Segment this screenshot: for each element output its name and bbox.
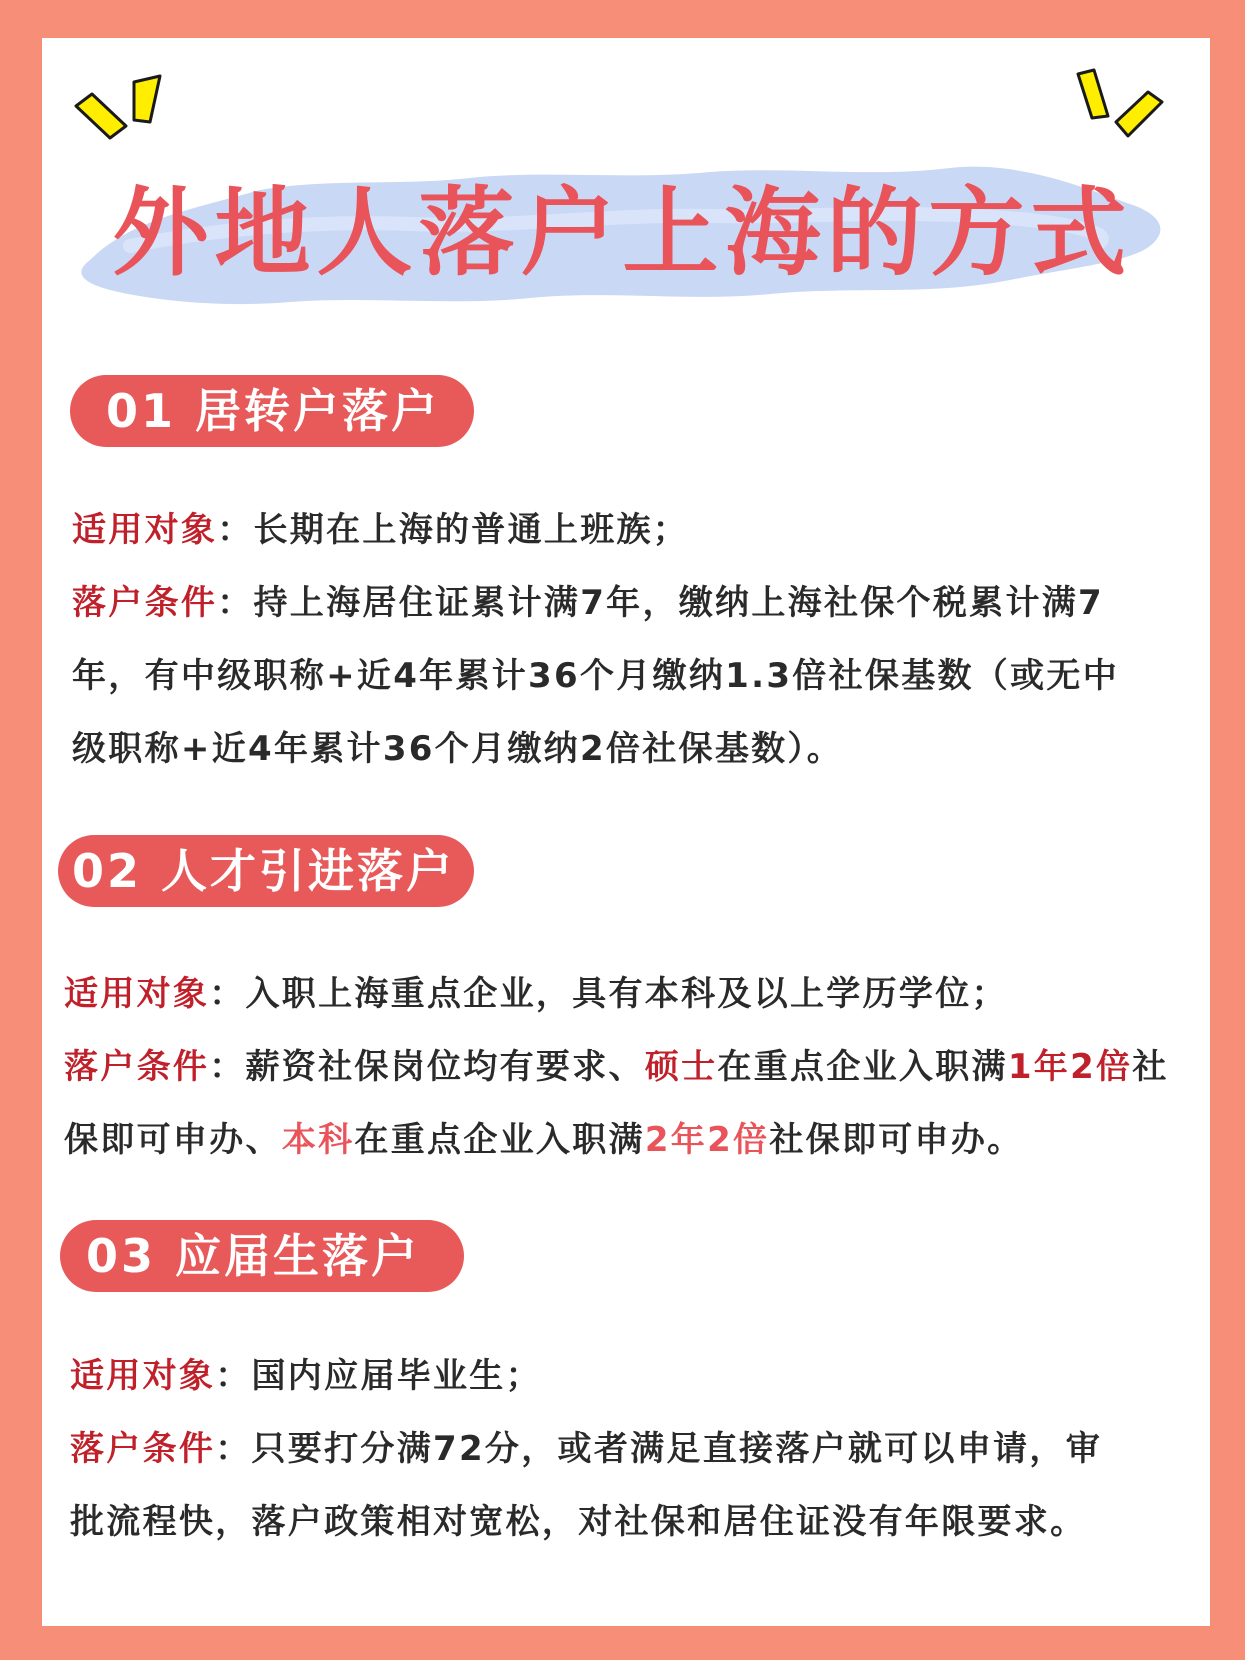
condition-line: 批流程快，落户政策相对宽松，对社保和居住证没有年限要求。 — [70, 1502, 1087, 1542]
spark-icon-right — [1072, 66, 1172, 146]
condition-label: 落户条件 — [70, 1429, 216, 1469]
condition-line — [72, 567, 1202, 640]
target-line — [64, 958, 1204, 1031]
target-text: ：长期在上海的普通上班族； — [217, 510, 690, 550]
section-heading-03: 03 应届生落户 — [60, 1220, 464, 1292]
target-label: 适用对象 — [64, 974, 210, 1014]
condition-text: 在重点企业入职满 — [354, 1120, 645, 1160]
target-line — [72, 494, 1202, 567]
condition-text: 在重点企业入职满 — [717, 1047, 1008, 1087]
highlight-master: 硕士 — [644, 1047, 718, 1087]
condition-label: 落户条件 — [72, 583, 218, 623]
highlight-bachelor: 本科 — [281, 1120, 355, 1160]
section-body-01 — [72, 494, 1202, 786]
title-area — [0, 150, 1245, 320]
page-title: 外地人落户上海的方式 — [112, 177, 1133, 289]
section-heading-01: 01 居转户落户 — [70, 375, 474, 447]
condition-label: 落户条件 — [64, 1047, 210, 1087]
target-text: ：国内应届毕业生； — [215, 1356, 542, 1396]
section-body-03 — [70, 1340, 1200, 1559]
highlight-master-duration: 1年2倍 — [1007, 1047, 1133, 1087]
condition-text: 社保即可申办、 — [64, 1047, 1169, 1160]
highlight-bachelor-duration: 2年2倍 — [644, 1120, 770, 1160]
target-text: ：入职上海重点企业，具有本科及以上学历学位； — [209, 974, 1008, 1014]
condition-text: 社保即可申办。 — [769, 1120, 1024, 1160]
condition-line — [70, 1413, 1200, 1486]
target-label: 适用对象 — [70, 1356, 216, 1396]
target-label: 适用对象 — [72, 510, 218, 550]
condition-line — [64, 1031, 1204, 1177]
condition-line: 年，有中级职称+近4年累计36个月缴纳1.3倍社保基数（或无中 — [72, 656, 1119, 696]
section-heading-02: 02 人才引进落户 — [58, 835, 474, 907]
section-body-02 — [64, 958, 1204, 1177]
condition-text: ：持上海居住证累计满7年，缴纳上海社保个税累计满7 — [217, 583, 1105, 623]
condition-line: 级职称+近4年累计36个月缴纳2倍社保基数）。 — [72, 729, 844, 769]
condition-text: ：只要打分满72分，或者满足直接落户就可以申请，审 — [215, 1429, 1103, 1469]
spark-icon-left — [70, 70, 170, 150]
target-line — [70, 1340, 1200, 1413]
condition-text: ：薪资社保岗位均有要求、 — [209, 1047, 645, 1087]
